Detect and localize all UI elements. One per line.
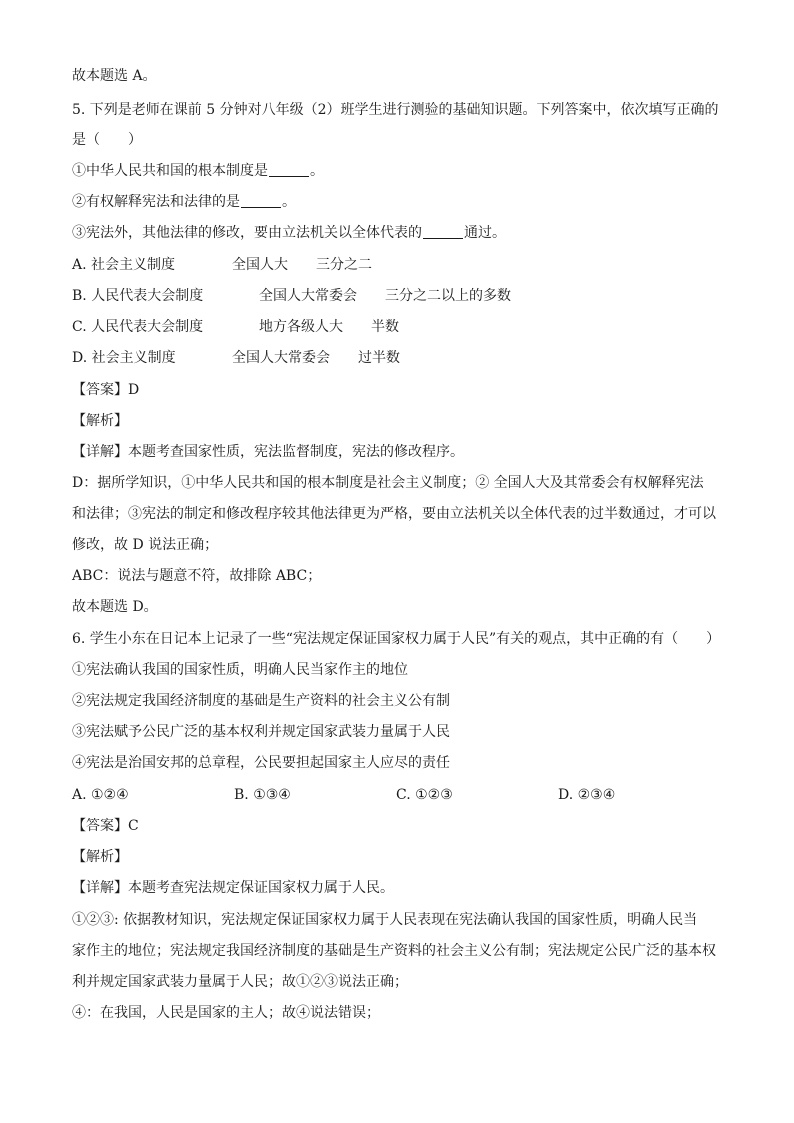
option-col: 地方各级人大 xyxy=(259,319,343,335)
question-6-item-2: ②宪法规定我国经济制度的基础是生产资料的社会主义公有制 xyxy=(72,693,450,709)
option-a xyxy=(72,255,372,275)
option-label: B. 人民代表大会制度 xyxy=(72,288,204,304)
detail-text: 【详解】本题考查国家性质，宪法监督制度，宪法的修改程序。 xyxy=(72,444,464,460)
question-6-item-1: ①宪法确认我国的国家性质，明确人民当家作主的地位 xyxy=(72,662,408,678)
explanation-text: 利并规定国家武装力量属于人民；故①②③说法正确； xyxy=(72,974,408,990)
option-col: 全国人大常委会 xyxy=(232,350,330,366)
explanation-text: ABC：说法与题意不符，故排除 ABC； xyxy=(72,568,322,584)
option-c: C. ①②③ xyxy=(396,787,453,803)
option-col: 过半数 xyxy=(358,350,400,366)
option-label: A. 社会主义制度 xyxy=(72,257,176,273)
explanation-text: 和法律；③宪法的制定和修改程序较其他法律更为严格，要由立法机关以全体代表的过半数通过，才可以 xyxy=(72,506,716,522)
answer-label: 【答案】D xyxy=(72,382,140,398)
question-5-item-1 xyxy=(72,161,324,181)
explanation-text: D：据所学知识，①中华人民共和国的根本制度是社会主义制度；② 全国人大及其常委会有权解释宪法 xyxy=(72,475,704,491)
answer-label: 【答案】C xyxy=(72,818,139,834)
option-d: D. ②③④ xyxy=(558,787,616,803)
text-line: 故本题选 A。 xyxy=(72,68,157,84)
option-label: C. 人民代表大会制度 xyxy=(72,319,204,335)
option-a: A. ①②④ xyxy=(72,787,129,803)
option-label: D. 社会主义制度 xyxy=(72,350,176,366)
question-5-stem: 5. 下列是老师在课前 5 分钟对八年级（2）班学生进行测验的基础知识题。下列答案中，依次填写正确的 xyxy=(72,102,719,118)
question-6-item-4: ④宪法是治国安邦的总章程，公民要担起国家主人应尽的责任 xyxy=(72,755,450,771)
explanation-text: 家作主的地位；宪法规定我国经济制度的基础是生产资料的社会主义公有制；宪法规定公民广泛的基本权 xyxy=(72,943,716,959)
item-text: 。 xyxy=(282,194,296,210)
option-col: 半数 xyxy=(371,319,399,335)
option-col: 三分之二 xyxy=(316,257,372,273)
item-text: ③宪法外，其他法律的修改，要由立法机关以全体代表的 xyxy=(72,225,422,241)
explanation-text: ④：在我国，人民是国家的主人；故④说法错误； xyxy=(72,1005,380,1021)
option-b xyxy=(72,286,511,306)
question-5-item-3 xyxy=(72,223,506,243)
option-b: B. ①③④ xyxy=(234,787,291,803)
fill-blank xyxy=(241,193,281,208)
option-col: 全国人大 xyxy=(232,257,288,273)
question-6-stem: 6. 学生小东在日记本上记录了一些“宪法规定保证国家权力属于人民”有关的观点，其中正确的有（ ） xyxy=(72,631,721,647)
item-text: 。 xyxy=(310,163,324,179)
fill-blank xyxy=(269,162,309,177)
option-d xyxy=(72,348,400,368)
question-6-options xyxy=(72,785,615,805)
item-text: 通过。 xyxy=(464,225,506,241)
question-6-item-3: ③宪法赋予公民广泛的基本权利并规定国家武装力量属于人民 xyxy=(72,724,450,740)
question-5-stem-cont: 是（ ） xyxy=(72,132,142,148)
explanation-text: 故本题选 D。 xyxy=(72,599,158,615)
analysis-label: 【解析】 xyxy=(72,849,128,865)
analysis-label: 【解析】 xyxy=(72,413,128,429)
option-c xyxy=(72,317,399,337)
option-col: 全国人大常委会 xyxy=(259,288,357,304)
explanation-text: ①②③: 依据教材知识，宪法规定保证国家权力属于人民表现在宪法确认我国的国家性质，明确人民当 xyxy=(72,912,698,928)
detail-text: 【详解】本题考查宪法规定保证国家权力属于人民。 xyxy=(72,880,394,896)
option-col: 三分之二以上的多数 xyxy=(385,288,511,304)
item-text: ②有权解释宪法和法律的是 xyxy=(72,194,240,210)
fill-blank xyxy=(423,224,463,239)
item-text: ①中华人民共和国的根本制度是 xyxy=(72,163,268,179)
explanation-text: 修改，故 D 说法正确； xyxy=(72,537,219,553)
question-5-item-2 xyxy=(72,192,296,212)
